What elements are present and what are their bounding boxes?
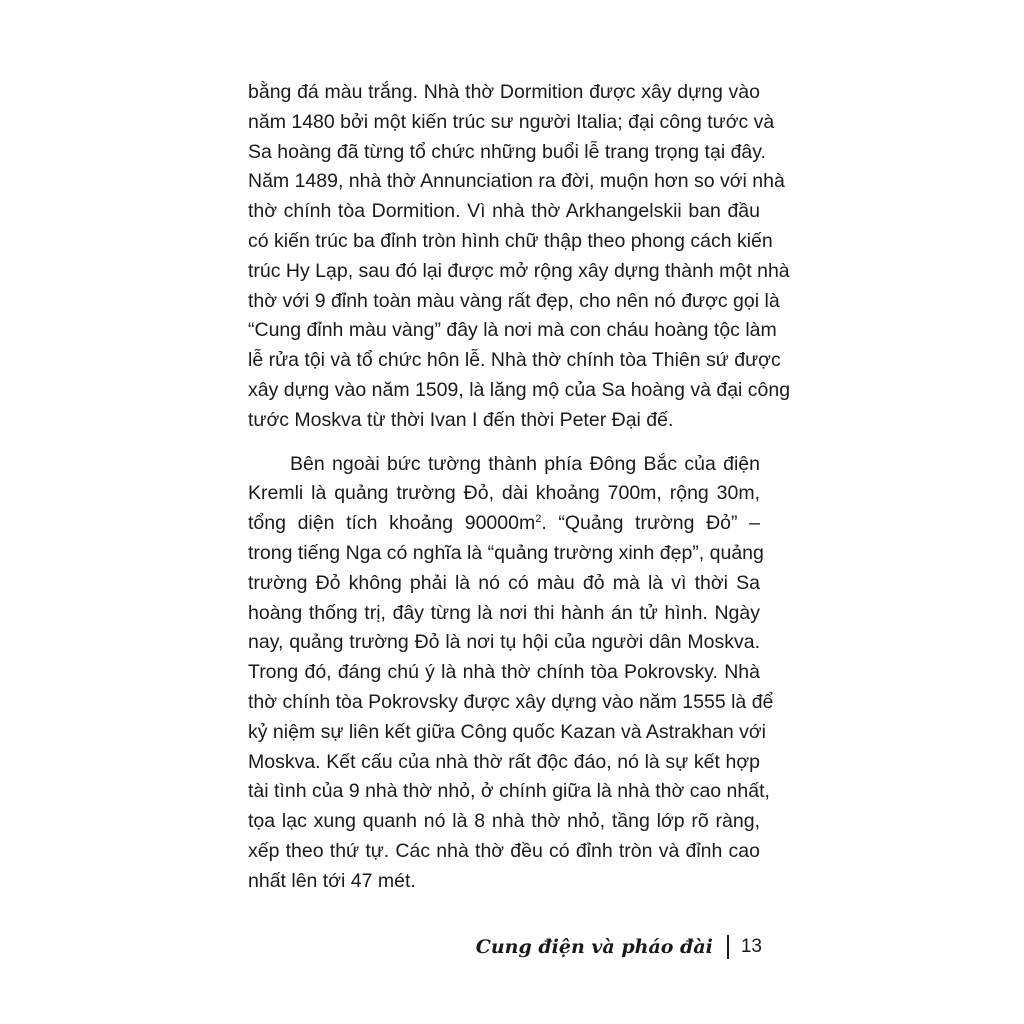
paragraph-line: Năm 1489, nhà thờ Annunciation ra đời, muộn hơn so với nhà [248, 170, 785, 193]
paragraph-line: trúc Hy Lạp, sau đó lại được mở rộng xây dựng thành một nhà [248, 259, 790, 282]
paragraph-1 [248, 78, 791, 436]
paragraph-line: tước Moskva từ thời Ivan I đến thời Peter Đại đế. [248, 408, 674, 431]
line-text: tổng diện tích khoảng 90000m [248, 512, 536, 535]
paragraph-line: có kiến trúc ba đỉnh tròn hình chữ thập theo phong cách kiến [248, 229, 773, 252]
paragraph-line: xây dựng vào năm 1509, là lăng mộ của Sa hoàng và đại công [248, 378, 791, 401]
paragraph-line: thờ chính tòa Pokrovsky được xây dựng vào năm 1555 là để [248, 690, 774, 713]
paragraph-line: nhất lên tới 47 mét. [248, 869, 416, 892]
paragraph-line: trong tiếng Nga có nghĩa là “quảng trường xinh đẹp”, quảng [248, 541, 764, 564]
paragraph-line: kỷ niệm sự liên kết giữa Công quốc Kazan và Astrakhan với [248, 720, 766, 743]
paragraph-line: năm 1480 bởi một kiến trúc sư người Italia; đại công tước và [248, 110, 775, 133]
paragraph-line: thờ chính tòa Dormition. Vì nhà thờ Arkhangelskii ban đầu [248, 200, 760, 223]
running-title: Cung điện và pháo đài [475, 936, 713, 958]
line-text: . “Quảng trường Đỏ” – [541, 512, 760, 535]
paragraph-line: tài tình của 9 nhà thờ nhỏ, ở chính giữa là nhà thờ cao nhất, [248, 780, 770, 803]
paragraph-line: thờ với 9 đỉnh toàn màu vàng rất đẹp, cho nên nó được gọi là [248, 289, 780, 312]
paragraph-line: Sa hoàng đã từng tổ chức những buổi lễ trang trọng tại đây. [248, 140, 766, 163]
paragraph-line: lễ rửa tội và tổ chức hôn lễ. Nhà thờ chính tòa Thiên sứ được [248, 349, 781, 372]
paragraph-line: “Cung đỉnh màu vàng” đây là nơi mà con cháu hoàng tộc làm [248, 319, 777, 342]
paragraph-line: tọa lạc xung quanh nó là 8 nhà thờ nhỏ, tầng lớp rõ ràng, [248, 810, 760, 833]
page-footer [476, 930, 762, 964]
paragraph-line: Bên ngoài bức tường thành phía Đông Bắc của điện [290, 452, 760, 475]
paragraph-line: Moskva. Kết cấu của nhà thờ rất độc đáo, nó là sự kết hợp [248, 750, 760, 773]
page-number: 13 [740, 936, 762, 957]
paragraph-line: hoàng thống trị, đây từng là nơi thi hành án tử hình. Ngày [248, 601, 760, 624]
paragraph-gap [248, 436, 760, 450]
paragraph-line: Trong đó, đáng chú ý là nhà thờ chính tòa Pokrovsky. Nhà [248, 661, 760, 684]
paragraph-line-with-superscript [248, 509, 760, 539]
footer-separator [727, 935, 729, 959]
paragraph-line: xếp theo thứ tự. Các nhà thờ đều có đỉnh tròn và đỉnh cao [248, 839, 760, 862]
superscript: 2 [535, 513, 542, 526]
paragraph-line: bằng đá màu trắng. Nhà thờ Dormition được xây dựng vào [248, 81, 760, 103]
paragraph-line: nay, quảng trường Đỏ là nơi tụ hội của người dân Moskva. [248, 631, 760, 654]
paragraph-line: Kremli là quảng trường Đỏ, dài khoảng 700m, rộng 30m, [248, 482, 760, 505]
body-text [248, 78, 791, 897]
paragraph-2 [248, 450, 774, 897]
paragraph-line: trường Đỏ không phải là nó có màu đỏ mà là vì thời Sa [248, 571, 760, 594]
